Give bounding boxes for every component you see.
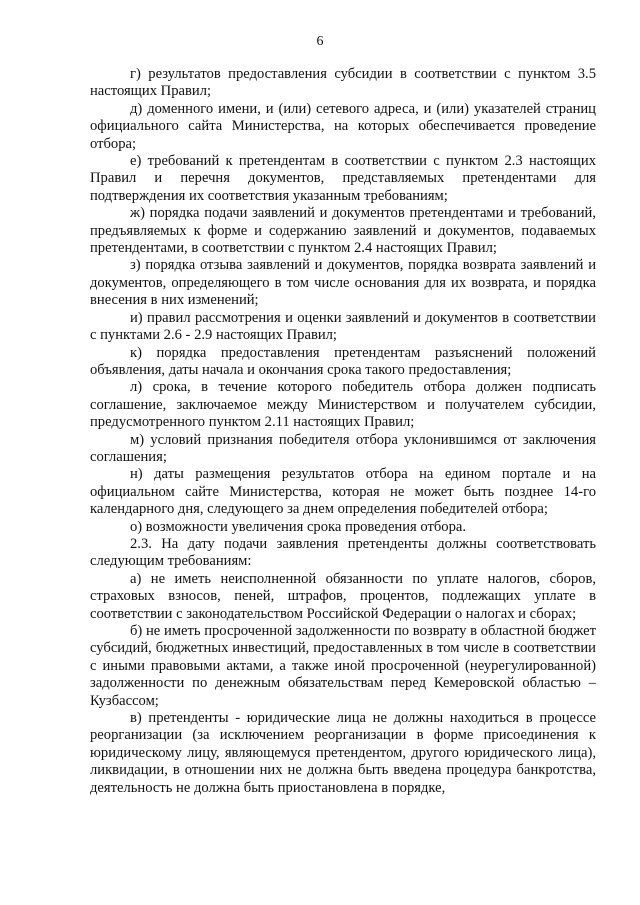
paragraph-i: и) правил рассмотрения и оценки заявлений и документов в соответствии с пунктами 2.6 - 2.9 настоящих Правил;: [90, 309, 596, 344]
paragraph-z: з) порядка отзыва заявлений и документов, порядка возврата заявлений и документов, определяющего в том числе основания для их возврата, и порядка внесения в них изменений;: [90, 257, 596, 309]
requirement-b: б) не иметь просроченной задолженности по возврату в областной бюджет субсидий, бюджетных инвестиций, предоставленных в том числе в соответствии с иными правовыми актами, а также иной просроченной (неурегулированной) задолженности по денежным обязательствам перед Кемеровской областью – Кузбассом;: [90, 623, 596, 709]
document-body: [90, 66, 596, 797]
paragraph-m: м) условий признания победителя отбора уклонившимся от заключения соглашения;: [90, 431, 596, 465]
paragraph-o: о) возможности увеличения срока проведения отбора.: [130, 518, 467, 535]
paragraph-l: л) срока, в течение которого победитель отбора должен подписать соглашение, заключаемое между Министерством и получателем субсидии, предусмотренного пунктом 2.11 настоящих Правил;: [90, 379, 596, 431]
requirement-a: а) не иметь неисполненной обязанности по уплате налогов, сборов, страховых взносов, пеней, штрафов, процентов, подлежащих уплате в соответствии с законодательством Российской Федерации о налогах и сборах;: [90, 570, 596, 622]
paragraph-zh: ж) порядка подачи заявлений и документов претендентами и требований, предъявляемых к форме и содержанию заявлений и документов, подаваемых претендентами, в соответствии с пунктом 2.4 настоящих Правил;: [90, 205, 596, 257]
section-2-3-heading: 2.3. На дату подачи заявления претенденты должны соответствовать следующим требованиям:: [90, 535, 596, 570]
paragraph-k: к) порядка предоставления претендентам разъяснений положений объявления, даты начала и окончания срока такого предоставления;: [90, 344, 596, 378]
paragraph-d: д) доменного имени, и (или) сетевого адреса, и (или) указателей страниц официального сайта Министерства, на которых обеспечивается проведение отбора;: [90, 100, 596, 152]
paragraph-n: н) даты размещения результатов отбора на едином портале и на официальном сайте Министерства, которая не может быть позднее 14-го календарного дня, следующего за днем определения победителей отбора;: [90, 466, 596, 518]
paragraph-e: е) требований к претендентам в соответствии с пунктом 2.3 настоящих Правил и перечня документов, представляемых претендентами для подтверждения их соответствия указанным требованиям;: [90, 153, 596, 204]
paragraph-g: г) результатов предоставления субсидии в соответствии с пунктом 3.5 настоящих Правил;: [90, 66, 596, 100]
requirement-v: в) претенденты - юридические лица не должны находиться в процессе реорганизации (за исключением реорганизации в форме присоединения к юридическому лицу, являющемуся претендентом, другого юридического лица), ликвидации, в отношении них не должна быть введена процедура банкротства, деятельность не должна быть приостановлена в порядке,: [90, 710, 596, 796]
page-number: 6: [316, 34, 324, 49]
